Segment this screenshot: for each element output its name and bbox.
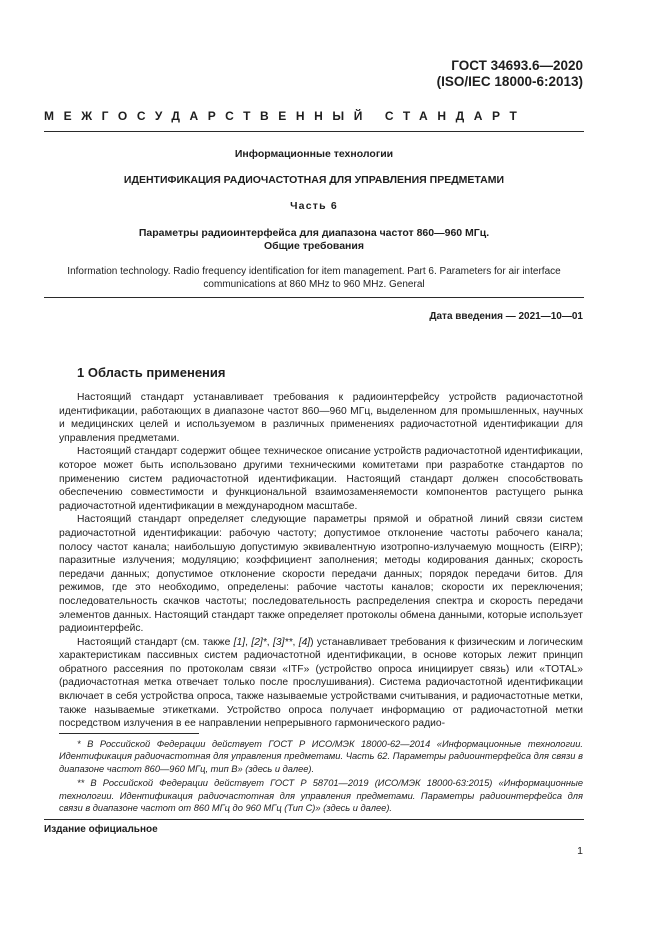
subtitle-line-2: Общие требования	[264, 240, 364, 252]
reference-link[interactable]: [1]	[233, 636, 246, 648]
subtitle-block	[44, 227, 584, 253]
section-body	[59, 391, 583, 731]
paragraph-rest: ) устанавливает требования к физическим и логическим характеристикам пассивных систем радиочастотной идентификации, в основе которых лежит принцип обратного рассеяния по протоколам связи «ITF» (устройство опроса инициирует связь) или «TOTAL» (радиочастотная метка отвечает только после прослушивания). Система радиочастотной идентификации включает в себя устройства опроса, также называемые устройствами считывания, и радиочастотные метки, также называемые этикетками. Устройство опроса получает информацию от радиочастотной метки посредством излучения в ее направлении непрерывного гармонического радио-	[59, 636, 583, 730]
paragraph: Настоящий стандарт определяет следующие параметры прямой и обратной линий связи систем радиочастотной идентификации: рабочую частоту; допустимое отклонение частоты рабочего канала; полосу частот канала; наибольшую допустимую эквивалентную изотропно-излучаемую мощность (EIRP); паразитные излучения; модуляцию; коэффициент заполнения; методы кодирования данных; скорость передачи данных; допустимое отклонение скорости передачи данных; порядок передачи битов. Для режимов, где это необходимо, определены: рабочие частоты каналов; скорости их переключения; последовательность скачков частоты; последовательность распределения спектра и скорость передачи элементов данных. Настоящий стандарт также определяет протоколы обмена данными, которые использует радиоинтерфейс.	[59, 514, 583, 635]
banner-divider	[44, 131, 584, 132]
paragraph: Настоящий стандарт содержит общее техническое описание устройств радиочастотной идентификации, которое может быть использовано другими техническими комитетами при разработке стандартов по применению систем радиочастотной идентификации. Настоящий стандарт должен способствовать обеспечению совместимости и функциональной взаимозаменяемости компонентов растущего рынка радиочастотной идентификации в международном масштабе.	[59, 446, 583, 512]
reference-link[interactable]: [2]*	[251, 636, 267, 648]
paragraph-lead: Настоящий стандарт (см. также	[77, 636, 234, 648]
document-code-block	[437, 58, 583, 90]
footer-divider	[44, 819, 584, 820]
paragraph: Настоящий стандарт устанавливает требования к радиоинтерфейсу устройств радиочастотной идентификации, работающих в диапазоне частот 860—960 МГц, выделенном для промышленных, научных и медицинских целей и используемом в различных применениях радиочастотной идентификации для управления предметами.	[59, 392, 583, 444]
separator: ,	[266, 636, 274, 648]
section-heading: 1 Область применения	[77, 365, 226, 380]
document-title: ИДЕНТИФИКАЦИЯ РАДИОЧАСТОТНАЯ ДЛЯ УПРАВЛЕНИЯ ПРЕДМЕТАМИ	[123, 174, 505, 186]
paragraph-references	[59, 636, 583, 731]
english-title-line-1: Information technology. Radio frequency identification for item management. Part 6. Parameters for air interface	[67, 266, 561, 277]
subject-line: Информационные технологии	[234, 148, 394, 160]
reference-link[interactable]: [4]	[298, 636, 311, 648]
reference-link[interactable]: [3]**	[273, 636, 293, 648]
footnote: ** В Российской Федерации действует ГОСТ Р 58701—2019 (ИСО/МЭК 18000-63:2015) «Информационные технологии. Идентификация радиочастотная для управления предметами. Параметры радиоинтерфейса для связи в диапазоне частот от 860 МГц до 960 МГц (Тип С)» (здесь и далее).	[59, 778, 583, 814]
footnote: * В Российской Федерации действует ГОСТ Р ИСО/МЭК 18000-62—2014 «Информационные технологии. Идентификация радиочастотная для управления предметами. Часть 62. Параметры радиоинтерфейса для связи в диапазоне частот 860—960 МГц, тип В» (здесь и далее).	[59, 739, 583, 774]
english-title-block	[44, 265, 584, 291]
standard-banner: МЕЖГОСУДАРСТВЕННЫЙ СТАНДАРТ	[44, 109, 527, 123]
separator: ,	[292, 636, 299, 648]
edition-label: Издание официальное	[44, 824, 158, 835]
page-number: 1	[577, 845, 583, 857]
part-label: Часть 6	[290, 200, 338, 212]
footnotes	[59, 738, 583, 816]
separator: ,	[245, 636, 252, 648]
iso-code: (ISO/IEC 18000-6:2013)	[436, 74, 583, 89]
subtitle-line-1: Параметры радиоинтерфейса для диапазона частот 860—960 МГц.	[138, 227, 490, 239]
english-title-line-2: communications at 860 MHz to 960 MHz. General	[203, 279, 425, 290]
title-divider	[44, 297, 584, 298]
introduction-date: Дата введения — 2021—10—01	[429, 311, 583, 322]
footnote-divider	[59, 733, 199, 734]
gost-code: ГОСТ 34693.6—2020	[451, 58, 583, 73]
